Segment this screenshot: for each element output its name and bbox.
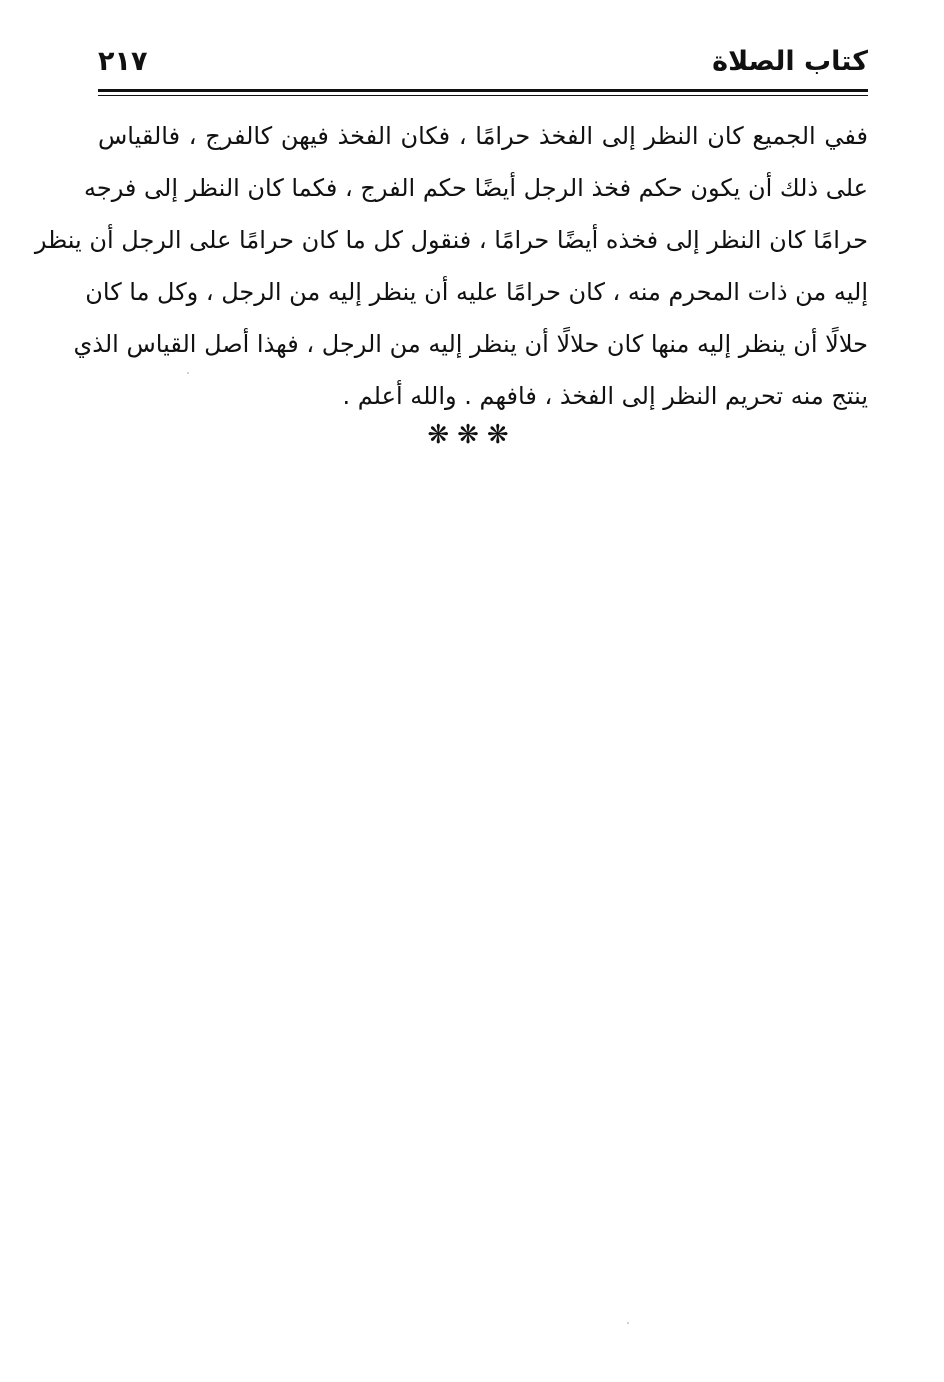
- page-number: ٢١٧: [98, 46, 148, 77]
- text-line: إليه من ذات المحرم منه ، كان حرامًا عليه أن ينظر إليه من الرجل ، وكل ما كان: [85, 278, 868, 306]
- text-line: على ذلك أن يكون حكم فخذ الرجل أيضًا حكم الفرج ، فكما كان النظر إلى فرجه: [83, 174, 868, 202]
- text-line: حلالًا أن ينظر إليه منها كان حلالًا أن ينظر إليه من الرجل ، فهذا أصل القياس الذي: [73, 330, 868, 358]
- text-line: ينتج منه تحريم النظر إلى الفخذ ، فافهم . والله أعلم .: [342, 382, 868, 410]
- text-line: حرامًا كان النظر إلى فخذه أيضًا حرامًا ، فنقول كل ما كان حرامًا على الرجل أن ينظر: [34, 226, 868, 254]
- speck: [187, 372, 189, 374]
- text-line: ففي الجميع كان النظر إلى الفخذ حرامًا ، فكان الفخذ فيهن كالفرج ، فالقياس: [98, 122, 868, 150]
- speck: [627, 1322, 629, 1324]
- section-separator: ❋❋❋: [427, 420, 517, 450]
- chapter-title: كتاب الصلاة: [712, 46, 868, 77]
